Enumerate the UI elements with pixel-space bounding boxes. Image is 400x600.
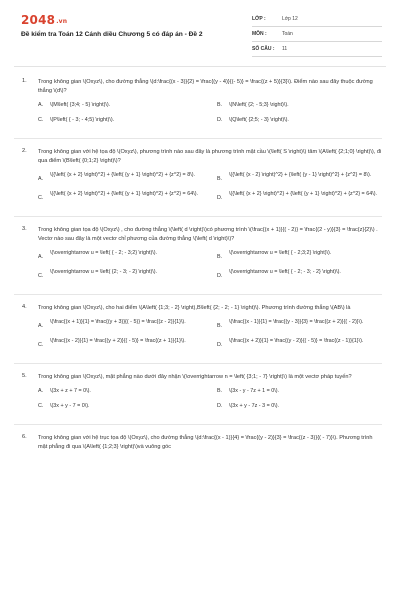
option-letter: B. <box>217 102 223 108</box>
exam-meta <box>252 12 382 57</box>
question-number: 2. <box>22 148 27 154</box>
question-5 <box>0 373 400 425</box>
option-letter: D. <box>217 116 223 123</box>
option-a[interactable] <box>38 171 203 184</box>
option-b[interactable] <box>217 171 382 184</box>
question-divider <box>14 216 382 217</box>
option-letter: C. <box>38 116 44 123</box>
option-letter: A. <box>38 176 44 182</box>
meta-value: Lớp 12 <box>282 16 298 22</box>
option-text: \({\left( {x + 2} \right)^2} + {\left( {y + 1} \right)^2} + {z^2} = 8\). <box>50 172 195 178</box>
option-text: \(\frac{(x + 2)}{1} = \frac{(y - 2)}{( - 5)} = \frac{(z - 1)}{1}\). <box>229 337 364 344</box>
option-letter: B. <box>217 254 223 260</box>
option-a[interactable] <box>38 249 203 262</box>
option-text: \({\left( {x - 2} \right)^2} + {\left( {y - 1} \right)^2} + {z^2} = 8\). <box>229 172 372 178</box>
meta-row-class <box>252 12 382 27</box>
option-letter: D. <box>217 194 223 201</box>
option-letter: D. <box>217 402 223 409</box>
option-text: \(\overrightarrow u = \left( { - 2; - 3; - 2} \right)\). <box>229 268 341 275</box>
question-stem: Trong không gian với hệ trục tọa độ \(Oxyz\), cho đường thẳng \(d:\frac{(x - 1)}{4} = \frac{(y - 2)}{3} = \frac{(z - 3)}{( - 7)}\). Phương trình mặt phẳng đi qua \(A\left( {1;2;3} \right)\)và vuông góc <box>38 435 373 450</box>
question-stem: Trong không gian \(Oxyz\), cho đường thẳng \(d:\frac{(x - 3)}{2} = \frac{(y - 4)}{(- 5)} = \frac{(z + 5)}{3}\). Điểm nào sau đây thuộc đường thẳng \(d\)? <box>38 79 373 94</box>
option-text: \(\frac{(x + 1)}{1} = \frac{(y + 3)}{( - 5)} = \frac{(z - 2)}{1}\). <box>50 319 186 325</box>
option-text: \({\left( {x + 2} \right)^2} + {\left( {y + 1} \right)^2} + {z^2} = 64\). <box>229 190 377 197</box>
option-text: \(M\left( {3;4; - 5} \right)\). <box>50 102 111 108</box>
question-6 <box>0 434 400 452</box>
option-a[interactable] <box>38 318 203 331</box>
meta-label: SỐ CÂU : <box>252 46 275 52</box>
option-d[interactable] <box>217 268 382 281</box>
site-logo[interactable] <box>21 13 67 27</box>
answer-options <box>38 387 382 416</box>
header <box>0 0 400 64</box>
option-text: \(\frac{(x - 1)}{1} = \frac{(y - 3)}{3} = \frac{(z + 2)}{( - 2)}\). <box>229 319 364 325</box>
question-1 <box>0 78 400 139</box>
option-d[interactable] <box>217 190 382 203</box>
option-a[interactable] <box>38 101 203 110</box>
option-text: \(3x + y - 7z - 3 = 0\). <box>229 402 280 409</box>
option-letter: A. <box>38 388 44 394</box>
question-divider <box>14 424 382 425</box>
option-letter: D. <box>217 272 223 279</box>
option-d[interactable] <box>217 116 382 125</box>
question-stem: Trong không gian với hệ tọa độ \(Oxyz\), phương trình nào sau đây là phương trình mặt cầu \(\left( S \right)\) tâm \(A\left( {2;1;0} \right)\), đi qua điểm \(B\left( {0;1;2} \right)\)? <box>38 149 382 164</box>
option-c[interactable] <box>38 116 203 125</box>
option-letter: B. <box>217 323 223 329</box>
option-a[interactable] <box>38 387 203 396</box>
question-number: 4. <box>22 304 27 310</box>
question-stem: Trong không gian tọa độ \(Oxyz\) , cho đường thẳng \(\left( d \right)\)có phương trình \(\frac{(x + 1)}{( - 2)} = \frac{(2 - y)}{3} = \frac{z}{2}\) . Vectơ nào sau đây là một vectơ chỉ phương của đường thẳng \(\left( d \right)\)? <box>38 227 378 242</box>
option-d[interactable] <box>217 402 382 411</box>
meta-value: 11 <box>282 46 288 52</box>
answer-options <box>38 249 382 286</box>
question-4 <box>0 304 400 364</box>
question-number: 6. <box>22 434 27 440</box>
meta-label: MÔN : <box>252 31 267 37</box>
meta-row-subject <box>252 27 382 42</box>
question-list <box>0 78 400 461</box>
option-text: \(\frac{(x - 2)}{1} = \frac{(y + 2)}{( - 5)} = \frac{(z + 1)}{1}\). <box>50 337 186 344</box>
option-letter: D. <box>217 341 223 348</box>
option-text: \(\overrightarrow u = \left( { - 2; - 3;2} \right)\). <box>50 250 158 256</box>
option-text: \(N\left( {2; - 5;3} \right)\). <box>229 102 289 108</box>
logo-main: 2048 <box>21 13 56 27</box>
meta-label: LỚP : <box>252 16 266 22</box>
option-d[interactable] <box>217 337 382 350</box>
question-number: 5. <box>22 373 27 379</box>
meta-value: Toán <box>282 31 293 37</box>
answer-options <box>38 318 382 355</box>
option-text: \(P\left( { - 3; - 4;5} \right)\). <box>50 116 115 123</box>
option-letter: C. <box>38 272 44 279</box>
answer-options <box>38 101 382 130</box>
option-b[interactable] <box>217 249 382 262</box>
option-b[interactable] <box>217 387 382 396</box>
answer-options <box>38 171 382 208</box>
option-text: \(Q\left( {2;5; - 3} \right)\). <box>229 116 289 123</box>
option-c[interactable] <box>38 337 203 350</box>
option-text: \(\overrightarrow u = \left( { - 2;3;2} \right)\). <box>229 250 332 256</box>
page-title: Đề kiểm tra Toán 12 Cánh diều Chương 5 có đáp án - Đề 2 <box>21 31 203 38</box>
option-letter: C. <box>38 402 44 409</box>
question-3 <box>0 226 400 295</box>
meta-row-count <box>252 42 382 57</box>
option-b[interactable] <box>217 318 382 331</box>
question-divider <box>14 363 382 364</box>
question-2 <box>0 148 400 217</box>
option-letter: A. <box>38 323 44 329</box>
option-text: \(\overrightarrow u = \left( {2; - 3; - 2} \right)\). <box>50 268 158 275</box>
option-letter: A. <box>38 254 44 260</box>
option-text: \({\left( {x + 2} \right)^2} + {\left( {y + 1} \right)^2} + {z^2} = 64\). <box>50 190 198 197</box>
question-divider <box>14 138 382 139</box>
question-number: 1. <box>22 78 27 84</box>
option-text: \(3x - y - 7z + 1 = 0\). <box>229 388 280 394</box>
option-letter: C. <box>38 341 44 348</box>
question-stem: Trong không gian \(Oxyz\), mặt phẳng nào dưới đây nhận \(\overrightarrow n = \left( {3;1; - 7} \right)\) là một vectơ pháp tuyến? <box>38 374 352 380</box>
option-letter: C. <box>38 194 44 201</box>
option-c[interactable] <box>38 402 203 411</box>
option-c[interactable] <box>38 190 203 203</box>
option-text: \(3x + z + 7 = 0\). <box>50 388 91 394</box>
option-b[interactable] <box>217 101 382 110</box>
question-number: 3. <box>22 226 27 232</box>
logo-tld: .vn <box>56 18 68 25</box>
option-c[interactable] <box>38 268 203 281</box>
header-divider <box>14 66 386 67</box>
option-letter: B. <box>217 388 223 394</box>
question-stem: Trong không gian \(Oxyz\), cho hai điểm \(A\left( {1;3; - 2} \right),B\left( {2; - 2; - 1} \right)\). Phương trình đường thẳng \(AB\) là <box>38 305 351 311</box>
option-text: \(3x + y - 7 = 0\). <box>50 402 90 409</box>
option-letter: A. <box>38 102 44 108</box>
question-divider <box>14 294 382 295</box>
option-letter: B. <box>217 176 223 182</box>
